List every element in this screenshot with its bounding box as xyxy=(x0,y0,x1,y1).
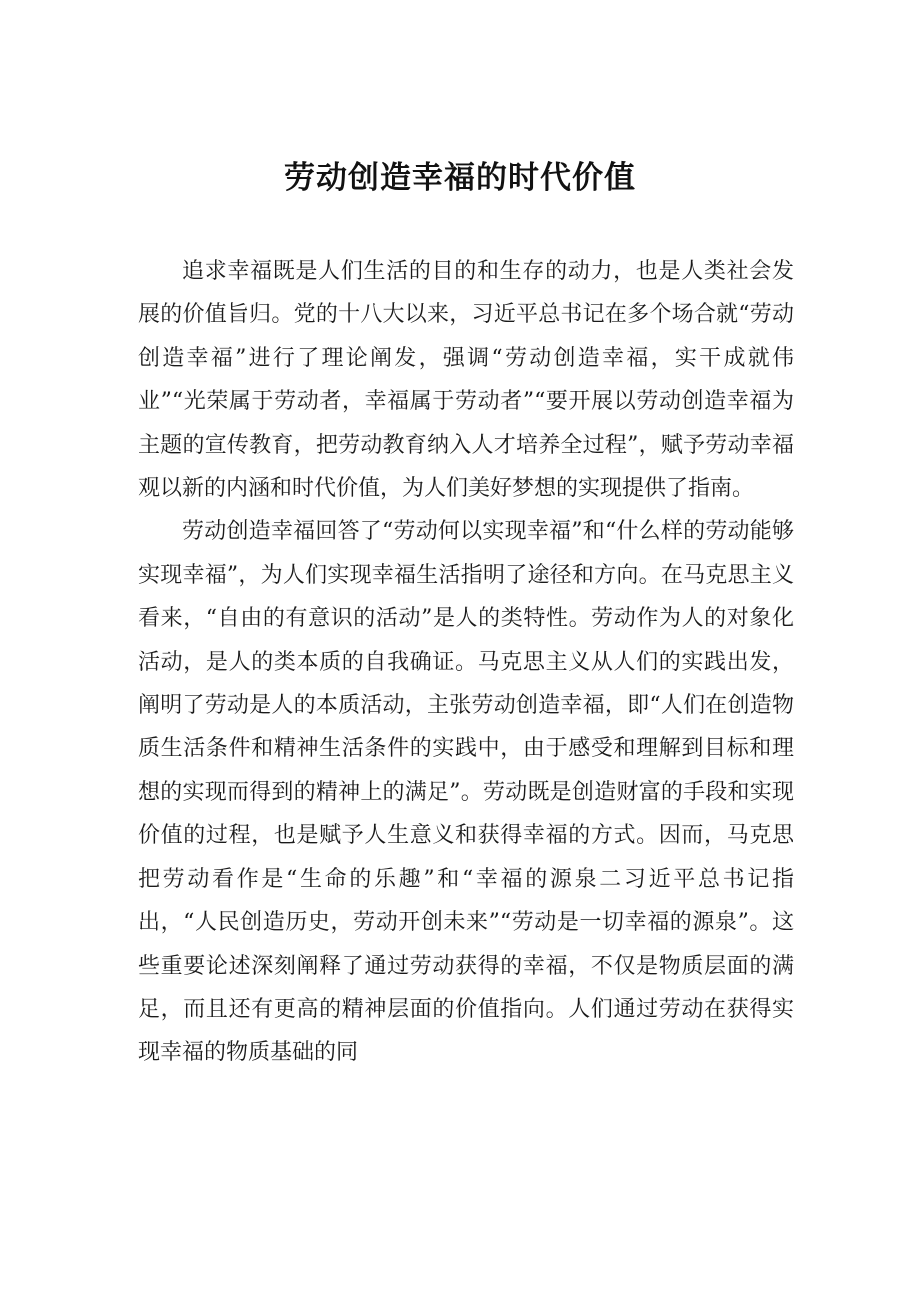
document-title: 劳动创造幸福的时代价值 xyxy=(284,160,636,196)
document-body xyxy=(138,250,794,1075)
paragraph-2: 劳动创造幸福回答了“劳动何以实现幸福”和“什么样的劳动能够实现幸福”，为人们实现幸福生活指明了途径和方向。在马克思主义看来，“自由的有意识的活动”是人的类特性。劳动作为人的对象化活动，是人的类本质的自我确证。马克思主义从人们的实践出发，阐明了劳动是人的本质活动，主张劳动创造幸福，即“人们在创造物质生活条件和精神生活条件的实践中，由于感受和理解到目标和理想的实现而得到的精神上的满足”。劳动既是创造财富的手段和实现价值的过程，也是赋予人生意义和获得幸福的方式。因而，马克思把劳动看作是“生命的乐趣”和“幸福的源泉二习近平总书记指出，“人民创造历史，劳动开创未来”“劳动是一切幸福的源泉”。这些重要论述深刻阐释了通过劳动获得的幸福，不仅是物质层面的满足，而且还有更高的精神层面的价值指向。人们通过劳动在获得实现幸福的物质基础的同 xyxy=(138,519,794,1066)
paragraph-1: 追求幸福既是人们生活的目的和生存的动力，也是人类社会发展的价值旨归。党的十八大以来，习近平总书记在多个场合就“劳动创造幸福”进行了理论阐发，强调“劳动创造幸福，实干成就伟业”“光荣属于劳动者，幸福属于劳动者”“要开展以劳动创造幸福为主题的宣传教育，把劳动教育纳入人才培养全过程”，赋予劳动幸福观以新的内涵和时代价值，为人们美好梦想的实现提供了指南。 xyxy=(138,259,794,502)
